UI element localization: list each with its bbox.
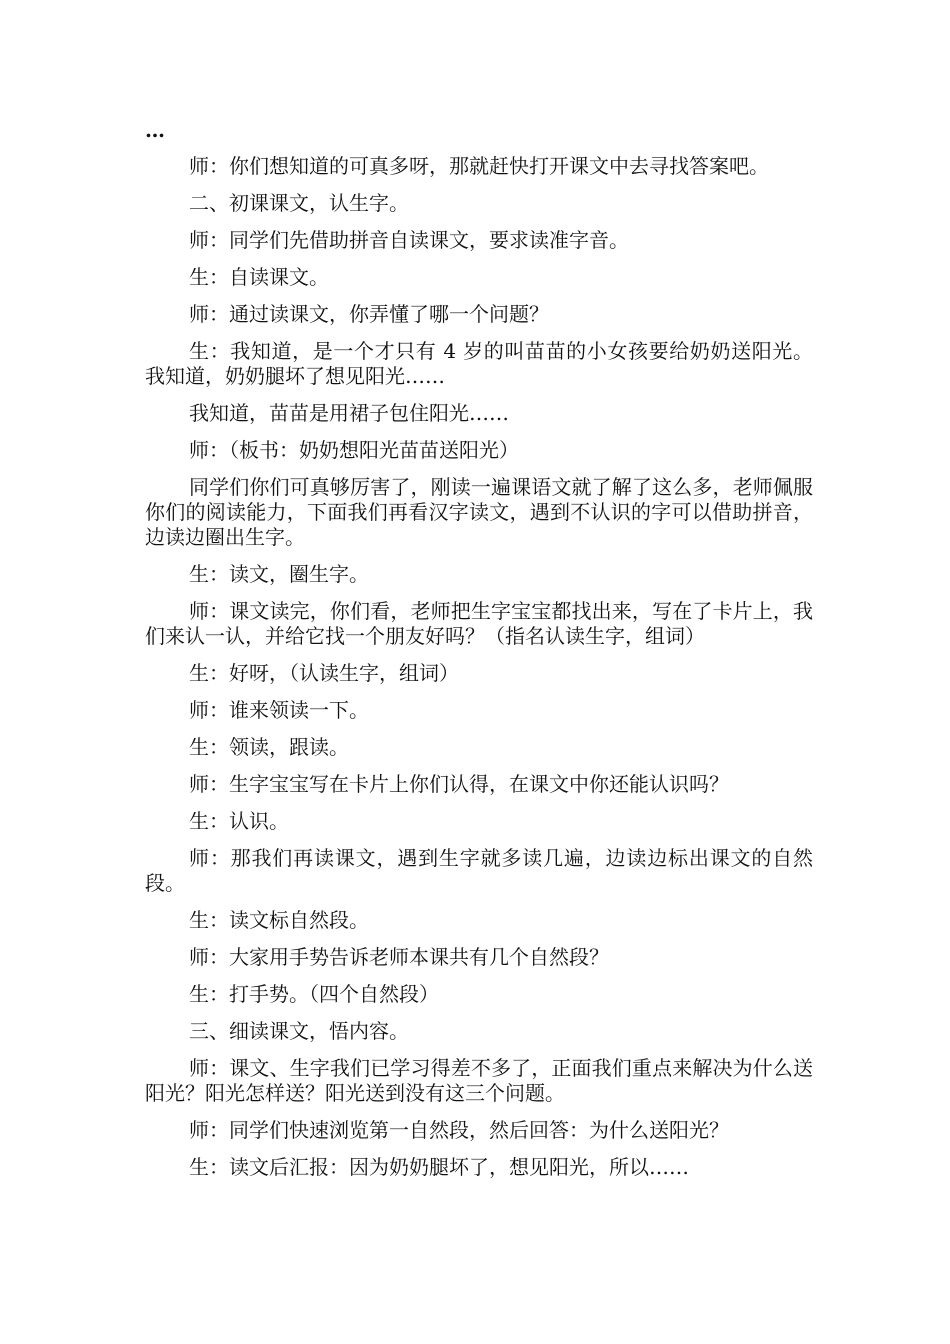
paragraph: 生：好呀，（认读生字，组词） <box>189 661 459 685</box>
paragraph: 生：领读，跟读。 <box>189 735 349 759</box>
paragraph: 师：课文、生字我们已学习得差不多了，正面我们重点来解决为什么送阳光？阳光怎样送？阳光送到没有这三个问题。 <box>145 1056 813 1105</box>
paragraph: 师：同学们先借助拼音自读课文，要求读准字音。 <box>189 228 629 252</box>
paragraph: 生：自读课文。 <box>189 265 329 289</box>
paragraph: 师：生字宝宝写在卡片上你们认得，在课文中你还能认识吗？ <box>189 772 729 796</box>
paragraph: 师：同学们快速浏览第一自然段，然后回答：为什么送阳光？ <box>189 1118 729 1142</box>
paragraph: 生：打手势。（四个自然段） <box>189 982 439 1006</box>
paragraph: 生：读文，圈生字。 <box>189 562 369 586</box>
paragraph: 生：读文后汇报：因为奶奶腿坏了，想见阳光，所以…… <box>189 1155 689 1179</box>
paragraph: 师：大家用手势告诉老师本课共有几个自然段？ <box>189 945 609 969</box>
paragraph: 生：读文标自然段。 <box>189 908 369 932</box>
paragraph: 师：那我们再读课文，遇到生字就多读几遍，边读边标出课文的自然段。 <box>145 846 813 895</box>
paragraph: 师：课文读完，你们看，老师把生字宝宝都找出来，写在了卡片上，我们来认一认，并给它找一个朋友好吗？（指名认读生字，组词） <box>145 599 813 648</box>
paragraph: 生：我知道，是一个才只有 4 岁的叫苗苗的小女孩要给奶奶送阳光。我知道，奶奶腿坏了想见阳光…… <box>145 339 813 388</box>
section-heading: 三、细读课文，悟内容。 <box>189 1019 409 1043</box>
paragraph: 师：谁来领读一下。 <box>189 698 369 722</box>
paragraph: 同学们你们可真够厉害了，刚读一遍课语文就了解了这么多，老师佩服你们的阅读能力，下面我们再看汉字读文，遇到不认识的字可以借助拼音，边读边圈出生字。 <box>145 475 813 549</box>
paragraph: 师：你们想知道的可真多呀，那就赶快打开课文中去寻找答案吧。 <box>189 154 769 178</box>
leading-ellipsis: … <box>145 118 166 142</box>
paragraph: 师：（板书：奶奶想阳光苗苗送阳光） <box>189 438 519 462</box>
paragraph: 我知道，苗苗是用裙子包住阳光…… <box>189 401 509 425</box>
paragraph: 生：认识。 <box>189 809 289 833</box>
paragraph: 师：通过读课文，你弄懂了哪一个问题？ <box>189 302 549 326</box>
document-body <box>145 118 813 1192</box>
section-heading: 二、初课课文，认生字。 <box>189 191 409 215</box>
